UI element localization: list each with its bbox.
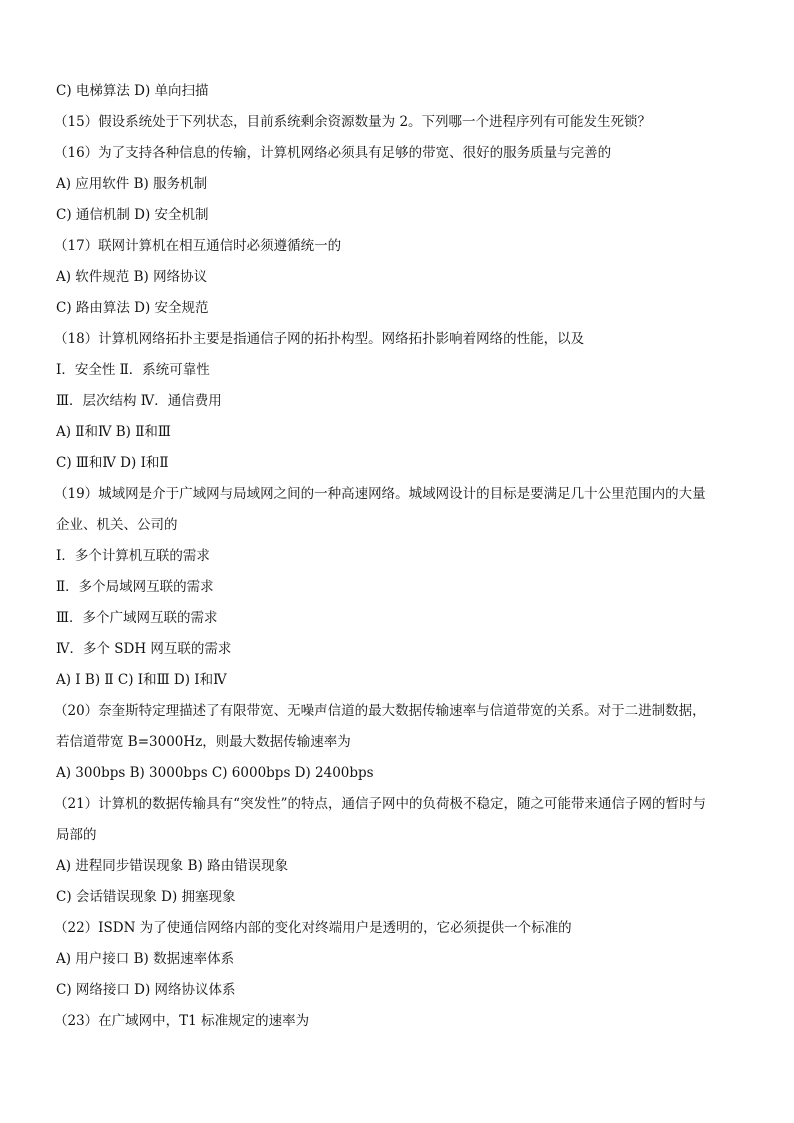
answer-options-line: A) 软件规范 B) 网络协议 — [56, 269, 208, 285]
roman-list-line: Ⅲ．层次结构 Ⅳ．通信费用 — [56, 393, 222, 409]
answer-options-line: A) 用户接口 B) 数据速率体系 — [56, 951, 235, 967]
question-20-continuation: 若信道带宽 B=3000Hz，则最大数据传输速率为 — [56, 734, 351, 750]
roman-list-line: Ⅰ．安全性 Ⅱ．系统可靠性 — [56, 362, 210, 378]
answer-options-line: A) 进程同步错误现象 B) 路由错误现象 — [56, 858, 289, 874]
answer-options-line: C) 会话错误现象 D) 拥塞现象 — [56, 889, 236, 905]
question-23-line: （23）在广域网中，T1 标准规定的速率为 — [54, 1013, 310, 1029]
answer-options-line: A) Ⅱ和Ⅳ B) Ⅱ和Ⅲ — [56, 424, 171, 440]
answer-options-line: A) Ⅰ B) Ⅱ C) Ⅰ和Ⅲ D) Ⅰ和Ⅳ — [56, 672, 227, 688]
roman-list-line: Ⅳ．多个 SDH 网互联的需求 — [56, 641, 232, 657]
answer-options-line: C) 网络接口 D) 网络协议体系 — [56, 982, 236, 998]
question-16-line: （16）为了支持各种信息的传输，计算机网络必须具有足够的带宽、很好的服务质量与完善的 — [54, 145, 612, 161]
answer-options-line: C) 电梯算法 D) 单向扫描 — [56, 83, 209, 99]
question-19-line: （19）城域网是介于广域网与局域网之间的一种高速网络。城域网设计的目标是要满足几十公里范围内的大量 — [54, 486, 706, 502]
answer-options-line: A) 应用软件 B) 服务机制 — [56, 176, 208, 192]
answer-options-line: A) 300bps B) 3000bps C) 6000bps D) 2400bps — [56, 765, 374, 781]
roman-list-line: Ⅲ．多个广域网互联的需求 — [56, 610, 218, 626]
answer-options-line: C) Ⅲ和Ⅳ D) Ⅰ和Ⅱ — [56, 455, 169, 471]
answer-options-line: C) 路由算法 D) 安全规范 — [56, 300, 209, 316]
question-21-line: （21）计算机的数据传输具有“突发性”的特点，通信子网中的负荷极不稳定，随之可能带来通信子网的暂时与 — [54, 796, 706, 812]
question-15-line: （15）假设系统处于下列状态，目前系统剩余资源数量为 2。下列哪一个进程序列有可能发生死锁？ — [54, 114, 652, 130]
question-20-line: （20）奈奎斯特定理描述了有限带宽、无噪声信道的最大数据传输速率与信道带宽的关系。对于二进制数据， — [54, 703, 706, 719]
answer-options-line: C) 通信机制 D) 安全机制 — [56, 207, 209, 223]
question-17-line: （17）联网计算机在相互通信时必须遵循统一的 — [54, 238, 342, 254]
question-18-line: （18）计算机网络拓扑主要是指通信子网的拓扑构型。网络拓扑影响着网络的性能，以及 — [54, 331, 585, 347]
roman-list-line: Ⅰ．多个计算机互联的需求 — [56, 548, 210, 564]
document-body — [56, 76, 746, 1037]
question-22-line: （22）ISDN 为了使通信网络内部的变化对终端用户是透明的，它必须提供一个标准的 — [54, 920, 572, 936]
roman-list-line: Ⅱ．多个局域网互联的需求 — [56, 579, 214, 595]
question-21-continuation: 局部的 — [56, 827, 97, 843]
question-19-continuation: 企业、机关、公司的 — [56, 517, 178, 533]
